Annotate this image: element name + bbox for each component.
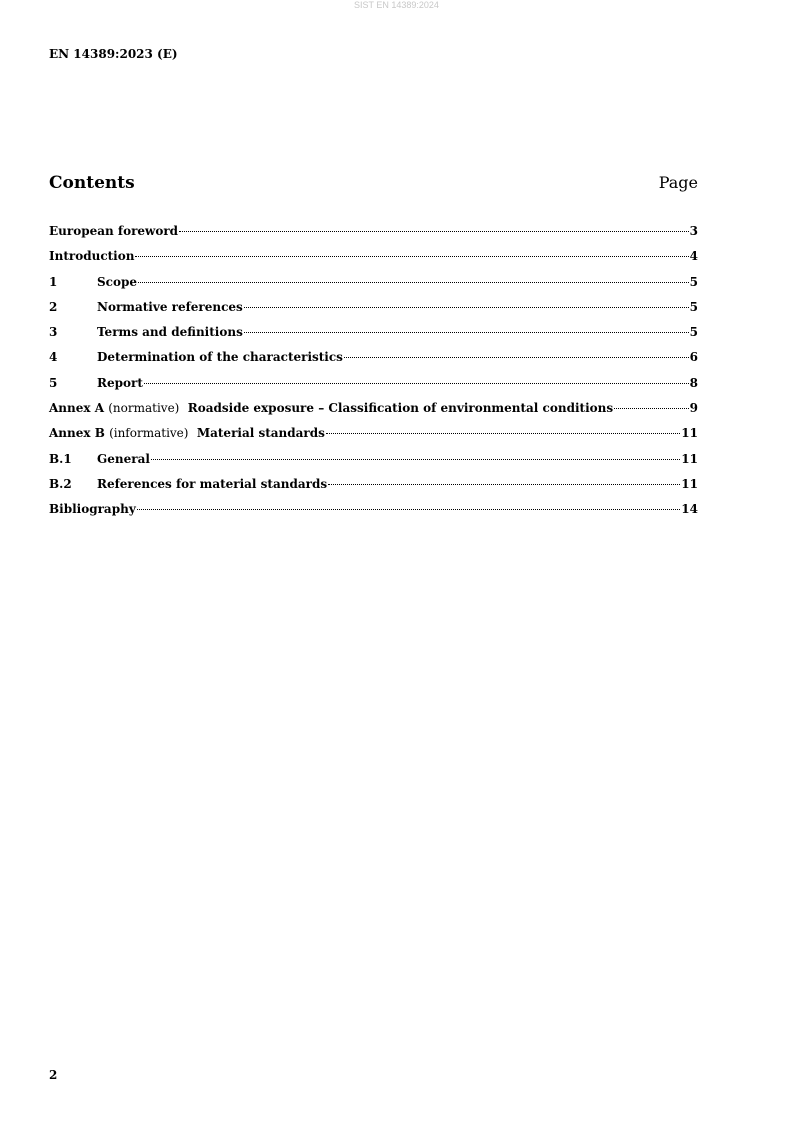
toc-entry-annex-label: Annex B xyxy=(49,426,105,441)
toc-entry-number: B.1 xyxy=(49,451,72,466)
dot-leader xyxy=(138,282,689,283)
page-column-label: Page xyxy=(658,173,698,192)
toc-entry-title: Roadside exposure – Classification of environmental conditions xyxy=(187,401,614,416)
toc-entry-annex-label: Annex A xyxy=(49,401,105,416)
toc-entry-annex-b[interactable] xyxy=(49,426,698,451)
toc-entry-report[interactable] xyxy=(49,376,698,401)
toc-entry-bibliography[interactable] xyxy=(49,502,698,527)
toc-entry-page: 11 xyxy=(681,426,698,441)
toc-entry-title: Determination of the characteristics xyxy=(97,350,343,365)
dot-leader xyxy=(328,484,680,485)
toc-entry-title: Report xyxy=(97,375,143,390)
dot-leader xyxy=(344,357,689,358)
toc-entry-page: 4 xyxy=(689,249,698,264)
toc-entry-scope[interactable] xyxy=(49,275,698,300)
dot-leader xyxy=(179,231,689,232)
toc-entry-annex-qualifier: (informative) xyxy=(109,426,189,441)
toc-entry-title: European foreword xyxy=(49,224,179,238)
toc-entry-b1-general[interactable] xyxy=(49,452,698,477)
toc-entry-number: 5 xyxy=(49,375,58,390)
toc-entry-determination[interactable] xyxy=(49,350,698,375)
toc-entry-title: Terms and definitions xyxy=(97,325,243,340)
toc-entry-page: 3 xyxy=(689,224,698,238)
toc-entry-title: References for material standards xyxy=(97,476,328,491)
page-number: 2 xyxy=(49,1068,58,1082)
dot-leader xyxy=(151,459,680,460)
toc-entry-page: 5 xyxy=(689,299,698,314)
toc-entry-introduction[interactable] xyxy=(49,249,698,274)
dot-leader xyxy=(144,383,689,384)
toc-entry-number: B.2 xyxy=(49,476,72,491)
toc-entry-b2-references[interactable] xyxy=(49,477,698,502)
contents-header xyxy=(49,173,698,197)
contents-title: Contents xyxy=(49,173,135,193)
toc-entry-terms-and-definitions[interactable] xyxy=(49,325,698,350)
toc-entry-normative-references[interactable] xyxy=(49,300,698,325)
dot-leader xyxy=(137,509,681,510)
toc-entry-title: General xyxy=(97,451,150,466)
toc-entry-page: 11 xyxy=(681,476,698,491)
toc-entry-page: 11 xyxy=(681,451,698,466)
dot-leader xyxy=(244,307,689,308)
toc-entry-page: 5 xyxy=(689,325,698,340)
dot-leader xyxy=(326,433,680,434)
dot-leader xyxy=(244,332,689,333)
toc-entry-title: Introduction xyxy=(49,249,135,264)
document-id: EN 14389:2023 (E) xyxy=(49,47,178,61)
toc-entry-annex-a[interactable] xyxy=(49,401,698,426)
dot-leader xyxy=(614,408,689,409)
toc-entry-number: 4 xyxy=(49,350,58,365)
toc-entry-annex-qualifier: (normative) xyxy=(108,401,180,416)
toc-entry-page: 9 xyxy=(689,401,698,416)
toc-entry-number: 1 xyxy=(49,274,58,289)
toc-entry-title: Bibliography xyxy=(49,502,136,517)
toc-entry-title: Scope xyxy=(97,274,138,289)
toc-entry-number: 2 xyxy=(49,299,58,314)
toc-entry-title: Material standards xyxy=(196,426,325,441)
toc-entry-page: 8 xyxy=(689,375,698,390)
dot-leader xyxy=(135,256,688,257)
table-of-contents xyxy=(49,224,698,528)
toc-entry-number: 3 xyxy=(49,325,58,340)
toc-entry-page: 14 xyxy=(681,502,698,517)
watermark: SIST EN 14389:2024 xyxy=(354,0,439,10)
toc-entry-european-foreword[interactable] xyxy=(49,224,698,249)
toc-entry-page: 6 xyxy=(689,350,698,365)
toc-entry-page: 5 xyxy=(689,274,698,289)
toc-entry-title: Normative references xyxy=(97,299,243,314)
